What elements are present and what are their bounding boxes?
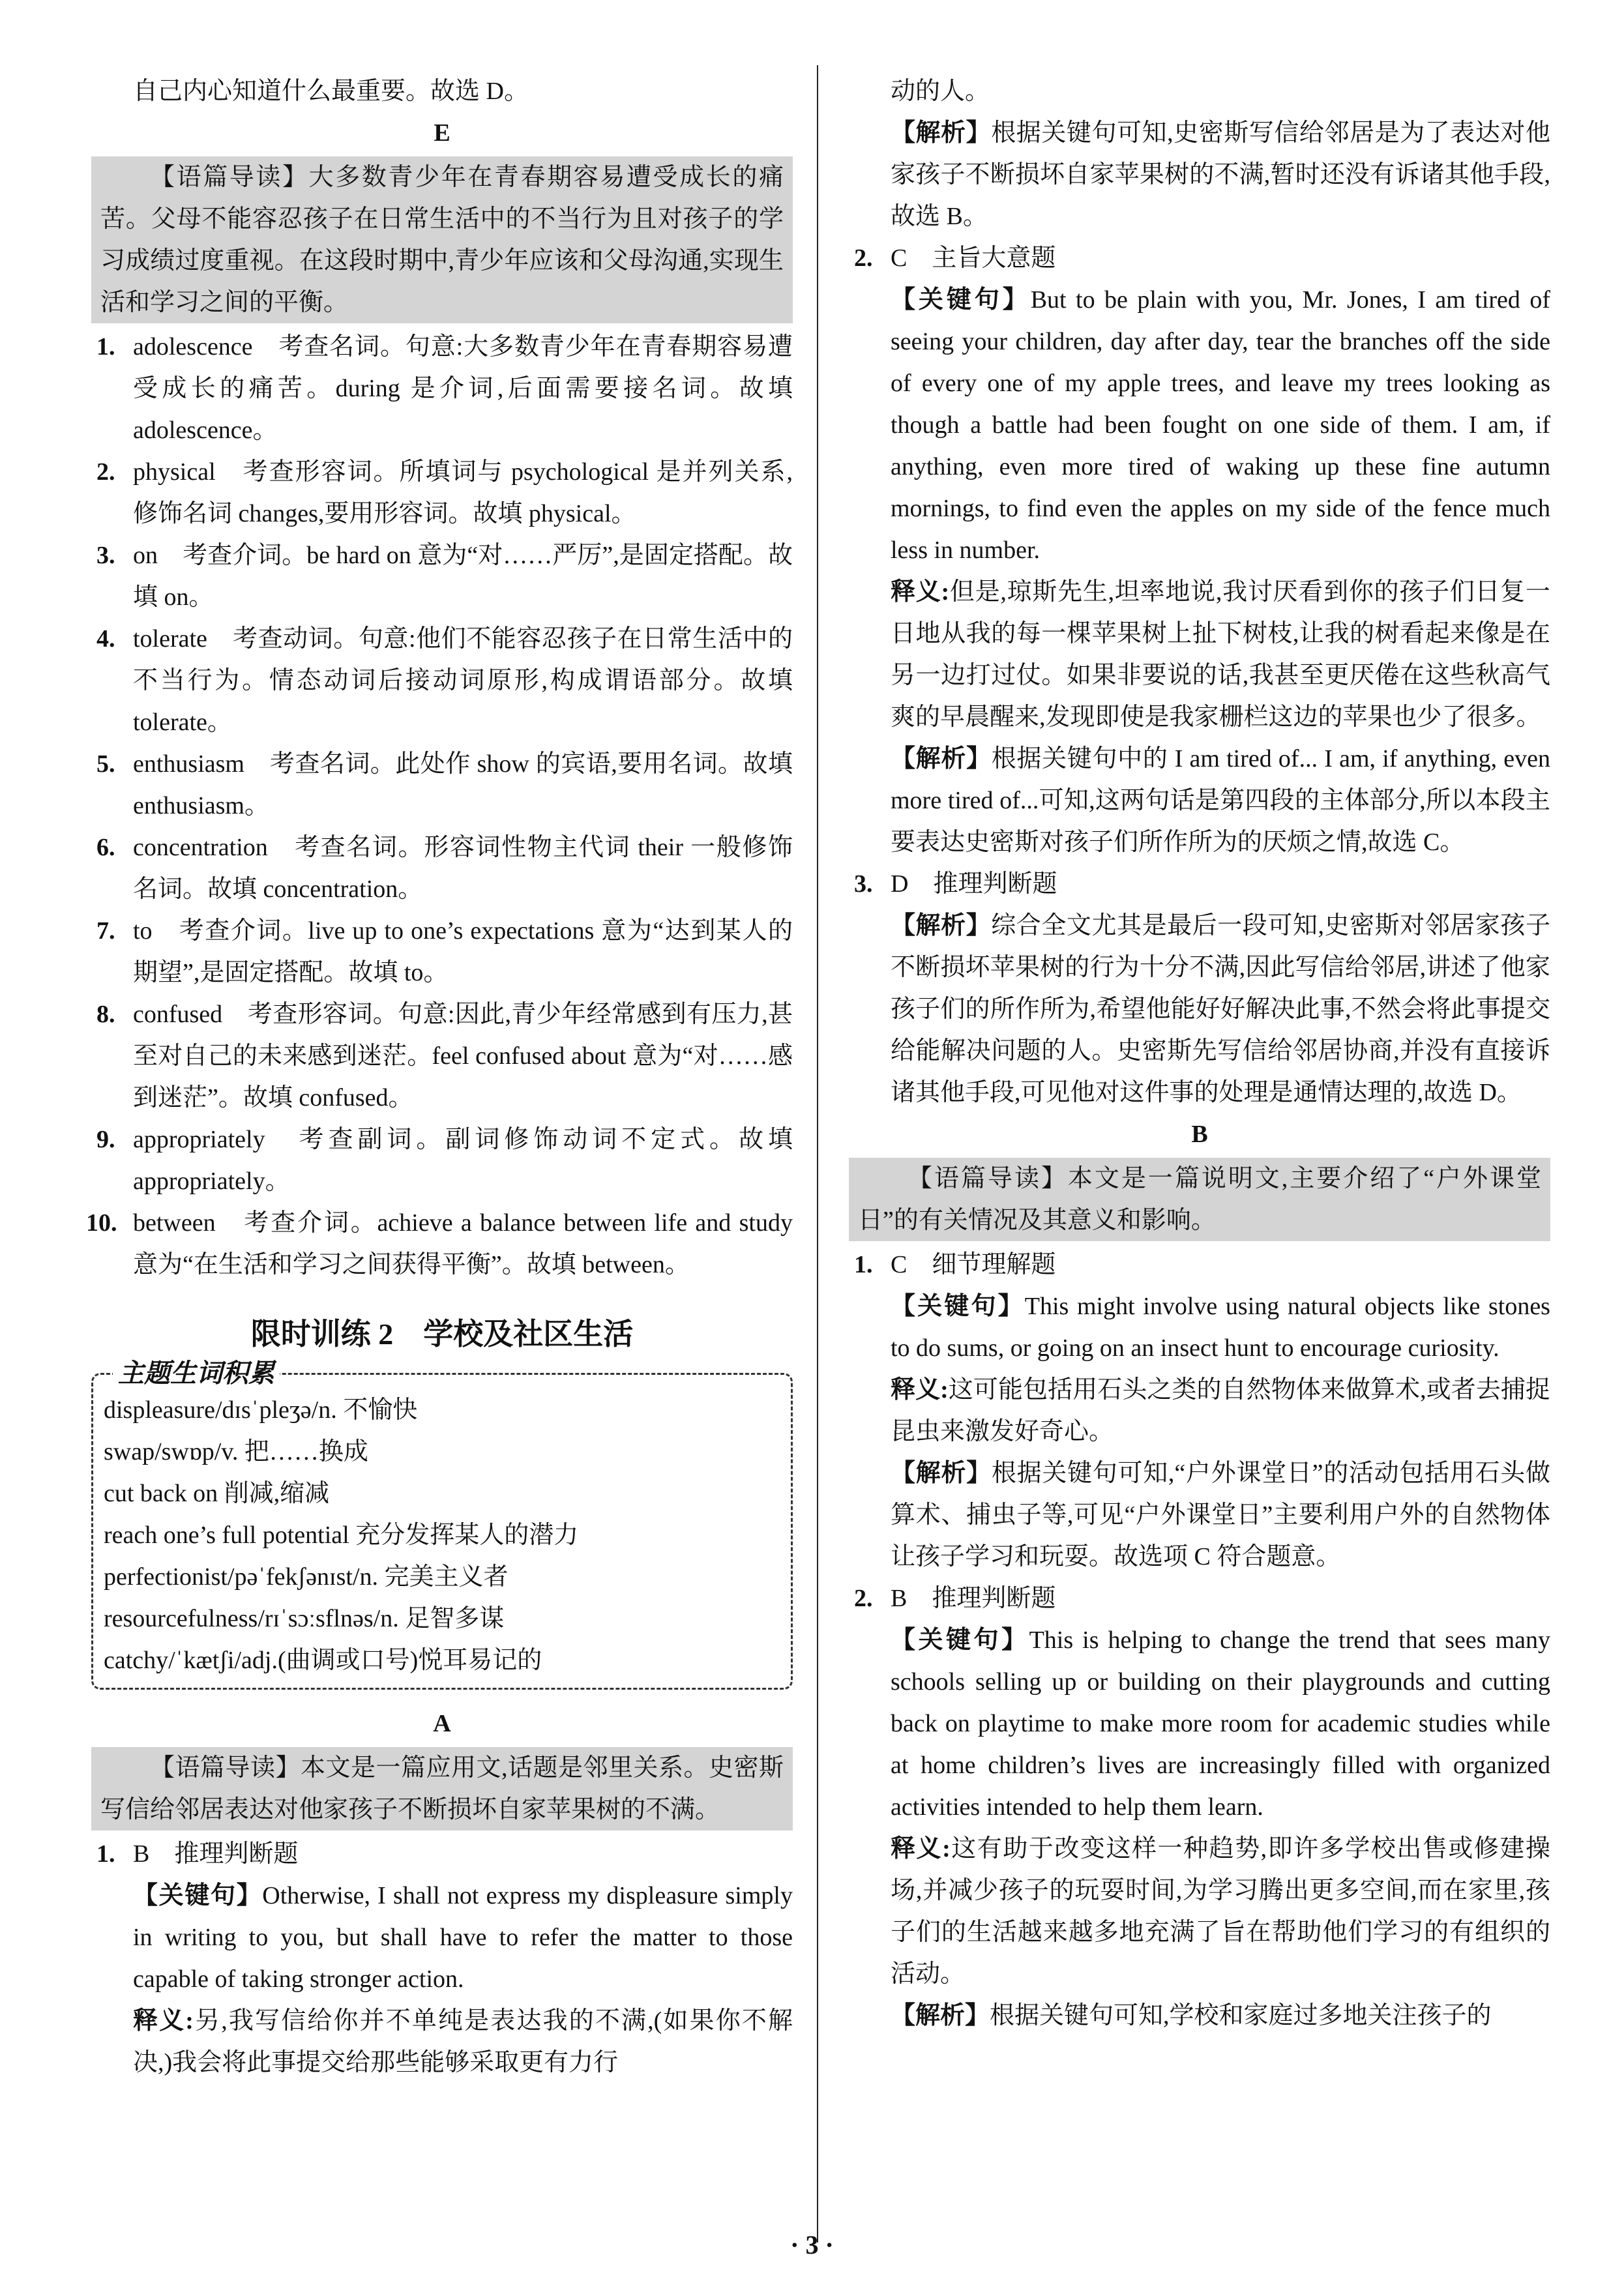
analysis-label: 【解析】 [891, 2002, 990, 2029]
item-number: 7. [96, 917, 115, 945]
passage-heading-e: E [434, 119, 450, 147]
left-column [86, 70, 793, 2083]
question-type: D 推理判断题 [891, 870, 1057, 898]
paraphrase-label: 释义: [891, 578, 950, 606]
analysis-label: 【解析】 [891, 119, 992, 147]
vocabulary-box [91, 1359, 793, 1690]
answer-item [91, 993, 793, 1119]
question-head [849, 1578, 1550, 1619]
passage-heading-a: A [433, 1710, 451, 1737]
column-divider [817, 65, 818, 2243]
question-head [849, 1244, 1550, 1286]
continuation-text: 动的人。 [891, 78, 990, 105]
vocab-entry: reach one’s full potential 充分发挥某人的潜力 [104, 1522, 579, 1549]
analysis-label: 【解析】 [891, 912, 992, 939]
answer-item [91, 326, 793, 451]
section-title: 限时训练 2 学校及社区生活 [250, 1317, 634, 1351]
paraphrase [849, 571, 1550, 738]
paraphrase [849, 1828, 1550, 1995]
question-type: B 推理判断题 [891, 1585, 1056, 1612]
paraphrase-text: 另,我写信给你并不单纯是表达我的不满,(如果你不解决,)我会将此事提交给那些能够采取更有力行 [133, 2007, 793, 2076]
question-type: C 主旨大意题 [891, 244, 1056, 272]
paraphrase [91, 2000, 793, 2083]
analysis [849, 112, 1550, 237]
key-sentence-text: But to be plain with you, Mr. Jones, I am tired of seeing your children, day after day, tear the branches off the side of every one of my apple trees, and leave my trees looking as though a battle had been fought on one side of them. I am, if anything, even more tired of waking up these fine autumn mornings, to find even the apples on my side of the fence much less in number. [891, 286, 1550, 564]
item-text: physical 考查形容词。所填词与 psychological 是并列关系,修饰名词 changes,要用形容词。故填 physical。 [133, 458, 793, 527]
vocab-entry: perfectionist/pəˈfekʃənɪst/n. 完美主义者 [104, 1563, 509, 1591]
key-sentence-text: Otherwise, I shall not express my displeasure simply in writing to you, but shall have to refer the matter to those capable of taking stronger action. [133, 1882, 793, 1993]
key-sentence [849, 1286, 1550, 1369]
item-number: 2. [854, 244, 873, 272]
paraphrase-label: 释义: [891, 1376, 949, 1404]
analysis-label: 【解析】 [891, 745, 992, 772]
key-sentence-text: This is helping to change the trend that sees many schools selling up or building on their playgrounds and cutting back on playtime to make more room for academic studies while at home children’s lives are increasingly filled with organized activities intended to help them learn. [891, 1626, 1550, 1821]
analysis [849, 1995, 1550, 2037]
key-sentence-label: 【关键句】 [133, 1882, 263, 1909]
analysis-text: 综合全文尤其是最后一段可知,史密斯对邻居家孩子不断损坏苹果树的行为十分不满,因此写信给邻居,讲述了他家孩子们的所作所为,希望他能好好解决此事,不然会将此事提交给能解决问题的人。史密斯先写信给邻居协商,并没有直接诉诸其他手段,可见他对这件事的处理是通情达理的,故选 D。 [891, 912, 1550, 1106]
analysis-text: 根据关键句可知,“户外课堂日”的活动包括用石头做算术、捕虫子等,可见“户外课堂日”主要利用户外的自然物体让孩子学习和玩耍。故选项 C 符合题意。 [891, 1460, 1550, 1570]
answer-item [91, 451, 793, 535]
answer-item [91, 618, 793, 743]
item-text: on 考查介词。be hard on 意为“对……严厉”,是固定搭配。故填 on。 [133, 542, 793, 611]
answer-item [91, 910, 793, 993]
answer-item [86, 1202, 793, 1286]
question-head [849, 863, 1550, 905]
item-number: 1. [854, 1251, 873, 1278]
vocab-entry: cut back on 削减,缩减 [104, 1480, 330, 1507]
item-text: concentration 考查名词。形容词性物主代词 their 一般修饰名词。故填 concentration。 [133, 834, 793, 903]
item-number: 1. [96, 1840, 115, 1868]
item-text: adolescence 考查名词。句意:大多数青少年在青春期容易遭受成长的痛苦。during 是介词,后面需要接名词。故填 adolescence。 [133, 333, 793, 444]
item-number: 8. [96, 1001, 115, 1028]
item-number: 6. [96, 834, 115, 861]
item-number: 1. [96, 333, 115, 360]
analysis [849, 738, 1550, 863]
item-number: 2. [854, 1585, 873, 1612]
item-number: 2. [96, 458, 115, 486]
answer-item [91, 1119, 793, 1202]
item-number: 3. [854, 870, 873, 898]
answer-item [91, 535, 793, 618]
item-number: 9. [96, 1126, 115, 1153]
vocabulary-title: 主题生词积累 [113, 1353, 280, 1394]
paraphrase-label: 释义: [133, 2007, 194, 2035]
analysis [849, 1452, 1550, 1578]
question-head [91, 1833, 793, 1875]
vocab-entry: catchy/ˈkætʃi/adj.(曲调或口号)悦耳易记的 [104, 1647, 542, 1674]
key-sentence-label: 【关键句】 [891, 1293, 1025, 1320]
analysis [849, 905, 1550, 1113]
right-column [849, 70, 1550, 2037]
item-text: enthusiasm 考查名词。此处作 show 的宾语,要用名词。故填 enthusiasm。 [133, 750, 793, 819]
key-sentence-label: 【关键句】 [891, 1626, 1029, 1654]
vocab-entry: resourcefulness/rɪˈsɔːsflnəs/n. 足智多谋 [104, 1605, 505, 1632]
page-number: · 3 · [790, 2230, 834, 2259]
item-number: 10. [86, 1209, 117, 1237]
passage-guide-e: 【语篇导读】大多数青少年在青春期容易遭受成长的痛苦。父母不能容忍孩子在日常生活中的不当行为且对孩子的学习成绩过度重视。在这段时期中,青少年应该和父母沟通,实现生活和学习之间的平衡。 [91, 156, 793, 323]
paraphrase [849, 1369, 1550, 1452]
analysis-text: 根据关键句可知,学校和家庭过多地关注孩子的 [990, 2002, 1492, 2029]
item-text: tolerate 考查动词。句意:他们不能容忍孩子在日常生活中的不当行为。情态动词后接动词原形,构成谓语部分。故填 tolerate。 [133, 625, 793, 736]
vocab-entry: swap/swɒp/v. 把……换成 [104, 1438, 368, 1465]
key-sentence-label: 【关键句】 [891, 286, 1031, 314]
key-sentence [849, 279, 1550, 571]
paraphrase-text: 这可能包括用石头之类的自然物体来做算术,或者去捕捉昆虫来激发好奇心。 [891, 1376, 1550, 1445]
item-number: 5. [96, 750, 115, 778]
question-head [849, 237, 1550, 279]
item-text: confused 考查形容词。句意:因此,青少年经常感到有压力,甚至对自己的未来感到迷茫。feel confused about 意为“对……感到迷茫”。故填 confused。 [133, 1001, 793, 1111]
analysis-text: 根据关键句中的 I am tired of... I am, if anything, even more tired of...可知,这两句话是第四段的主体部分,所以本段主要表达史密斯对孩子们所作所为的厌烦之情,故选 C。 [891, 745, 1550, 856]
item-text: to 考查介词。live up to one’s expectations 意为“达到某人的期望”,是固定搭配。故填 to。 [133, 917, 793, 986]
item-number: 4. [96, 625, 115, 653]
item-text: between 考查介词。achieve a balance between life and study 意为“在生活和学习之间获得平衡”。故填 between。 [133, 1209, 793, 1278]
item-number: 3. [96, 542, 115, 569]
question-type: C 细节理解题 [891, 1251, 1056, 1278]
item-text: appropriately 考查副词。副词修饰动词不定式。故填 appropriately。 [133, 1126, 793, 1195]
key-sentence [849, 1619, 1550, 1828]
passage-guide-a: 【语篇导读】本文是一篇应用文,话题是邻里关系。史密斯写信给邻居表达对他家孩子不断损坏自家苹果树的不满。 [91, 1747, 793, 1831]
vocab-entry: displeasure/dɪsˈpleʒə/n. 不愉快 [104, 1396, 418, 1424]
passage-heading-b: B [1191, 1121, 1208, 1148]
paraphrase-text: 但是,琼斯先生,坦率地说,我讨厌看到你的孩子们日复一日地从我的每一棵苹果树上扯下树枝,让我的树看起来像是在另一边打过仗。如果非要说的话,我甚至更厌倦在这些秋高气爽的早晨醒来,发现即使是我家栅栏这边的苹果也少了很多。 [891, 578, 1550, 731]
analysis-label: 【解析】 [891, 1460, 992, 1487]
answer-item [91, 827, 793, 910]
paraphrase-text: 这有助于改变这样一种趋势,即许多学校出售或修建操场,并减少孩子的玩耍时间,为学习腾出更多空间,而在家里,孩子们的生活越来越多地充满了旨在帮助他们学习的有组织的活动。 [891, 1835, 1550, 1988]
passage-guide-b: 【语篇导读】本文是一篇说明文,主要介绍了“户外课堂日”的有关情况及其意义和影响。 [849, 1158, 1550, 1241]
key-sentence [91, 1875, 793, 2000]
key-sentence-text: This might involve using natural objects like stones to do sums, or going on an insect hunt to encourage curiosity. [891, 1293, 1550, 1362]
paraphrase-label: 释义: [891, 1835, 951, 1862]
answer-item [91, 743, 793, 827]
analysis-text: 根据关键句可知,史密斯写信给邻居是为了表达对他家孩子不断损坏自家苹果树的不满,暂时还没有诉诸其他手段,故选 B。 [891, 119, 1550, 230]
continuation-text: 自己内心知道什么最重要。故选 D。 [133, 78, 529, 105]
question-type: B 推理判断题 [133, 1840, 299, 1868]
